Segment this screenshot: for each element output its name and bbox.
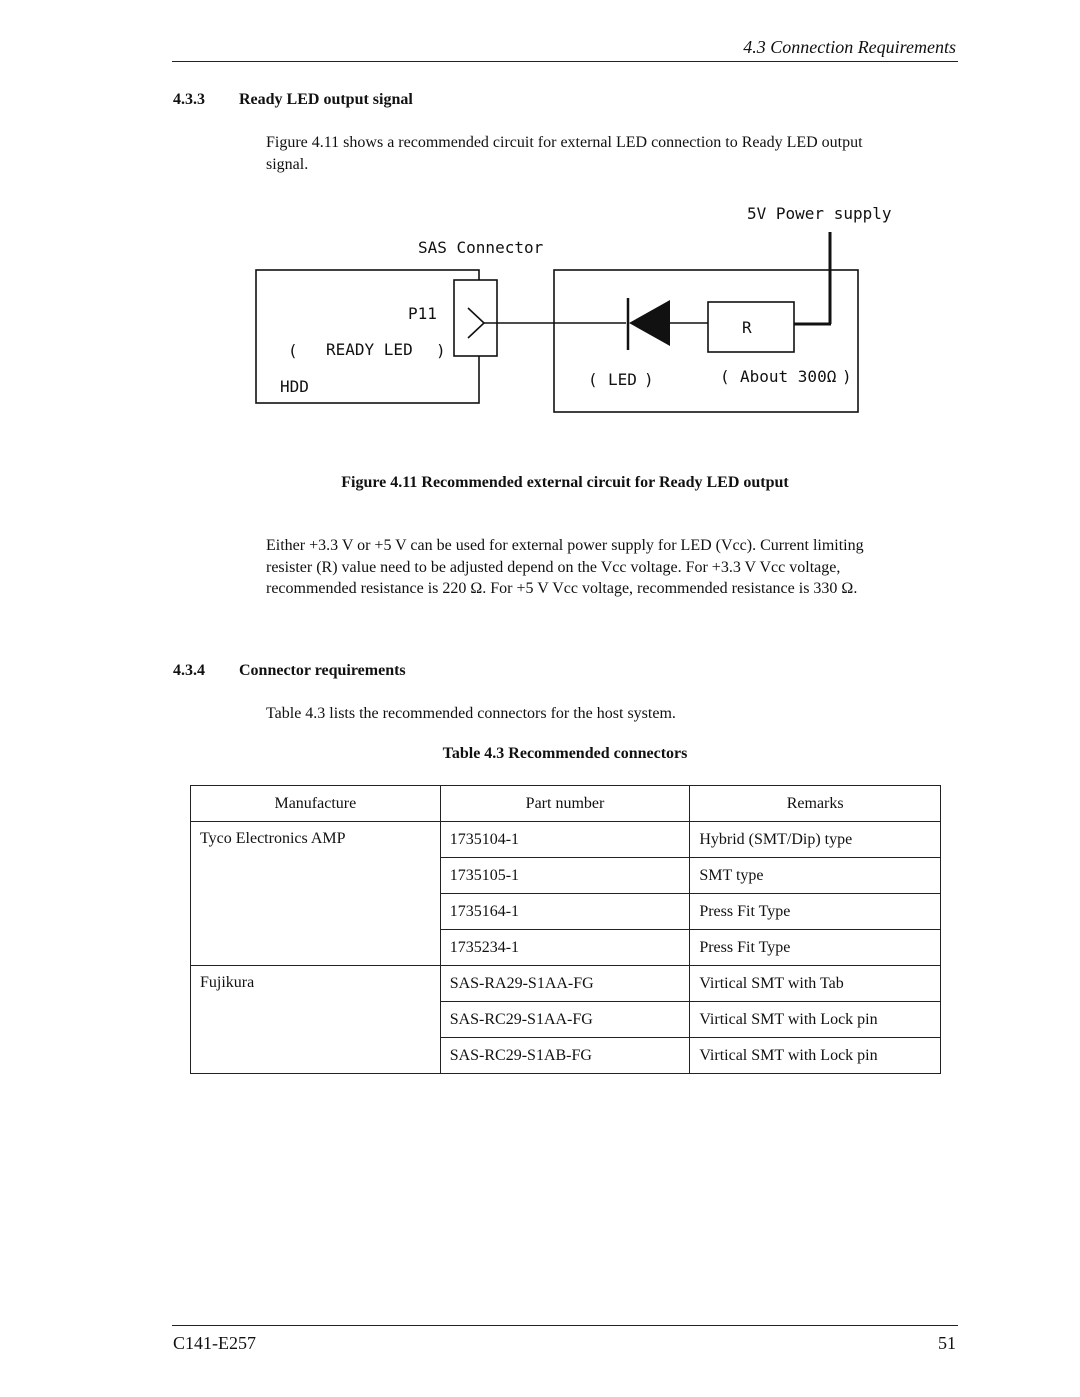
manufacturer-cell: Fujikura — [191, 966, 441, 1074]
led-circuit-diagram — [240, 196, 900, 436]
ready-led-open-paren: ( — [288, 341, 298, 360]
column-header: Manufacture — [191, 786, 441, 822]
table-row — [191, 822, 941, 858]
column-header: Remarks — [690, 786, 941, 822]
part-number-cell: 1735105-1 — [440, 858, 690, 894]
table-header-row — [191, 786, 941, 822]
section-number: 4.3.3 — [173, 91, 205, 108]
remarks-cell: Hybrid (SMT/Dip) type — [690, 822, 941, 858]
value-close-paren: ) — [842, 367, 852, 386]
remarks-cell: Press Fit Type — [690, 894, 941, 930]
part-number-cell: SAS-RA29-S1AA-FG — [440, 966, 690, 1002]
part-number-cell: SAS-RC29-S1AB-FG — [440, 1038, 690, 1074]
resistor-value-label: About 300Ω — [740, 367, 837, 386]
ready-led-close-paren: ) — [436, 341, 446, 360]
remarks-cell: SMT type — [690, 858, 941, 894]
intro-line: signal. — [266, 155, 309, 173]
section-heading-connector — [173, 662, 406, 680]
running-header: 4.3 Connection Requirements — [743, 37, 956, 57]
explanation-paragraph — [266, 535, 864, 600]
table-caption: Table 4.3 Recommended connectors — [442, 745, 688, 762]
remarks-cell: Virtical SMT with Lock pin — [690, 1002, 941, 1038]
part-number-cell: 1735234-1 — [440, 930, 690, 966]
footer-rule — [172, 1325, 958, 1326]
explanation-line: resister (R) value need to be adjusted depend on the Vcc voltage. For +3.3 V Vcc voltage, — [266, 558, 841, 576]
remarks-cell: Virtical SMT with Tab — [690, 966, 941, 1002]
part-number-cell: 1735104-1 — [440, 822, 690, 858]
connectors-table — [190, 785, 941, 1074]
led-diode-symbol — [629, 300, 670, 346]
header-rule — [172, 61, 958, 62]
connector-intro: Table 4.3 lists the recommended connectors for the host system. — [266, 705, 676, 722]
intro-paragraph — [266, 132, 863, 175]
part-number-cell: SAS-RC29-S1AA-FG — [440, 1002, 690, 1038]
page-number: 51 — [938, 1333, 956, 1353]
remarks-cell: Virtical SMT with Lock pin — [690, 1038, 941, 1074]
hdd-label: HDD — [280, 377, 309, 396]
section-number: 4.3.4 — [173, 662, 205, 679]
intro-line: Figure 4.11 shows a recommended circuit for external LED connection to Ready LED output — [266, 134, 863, 151]
led-open-paren: ( — [588, 370, 598, 389]
explanation-line: recommended resistance is 220 Ω. For +5 V Vcc voltage, recommended resistance is 330 Ω. — [266, 580, 858, 597]
section-title: Connector requirements — [239, 662, 406, 679]
resistor-label: R — [742, 318, 752, 337]
external-circuit-box — [554, 270, 858, 412]
power-supply-label: 5V Power supply — [747, 204, 892, 223]
document-code: C141-E257 — [173, 1333, 256, 1353]
section-title: Ready LED output signal — [239, 91, 413, 108]
manufacturer-cell: Tyco Electronics AMP — [191, 822, 441, 966]
remarks-cell: Press Fit Type — [690, 930, 941, 966]
ready-led-label: READY LED — [326, 340, 413, 359]
pin-label: P11 — [408, 304, 437, 323]
led-label: LED — [608, 370, 637, 389]
sas-connector-label: SAS Connector — [418, 238, 544, 257]
column-header: Part number — [440, 786, 690, 822]
table-row — [191, 966, 941, 1002]
figure-caption: Figure 4.11 Recommended external circuit for Ready LED output — [341, 474, 789, 491]
section-heading-ready-led — [173, 91, 413, 109]
value-open-paren: ( — [720, 367, 730, 386]
explanation-line: Either +3.3 V or +5 V can be used for external power supply for LED (Vcc). Current limiting — [266, 537, 864, 554]
sas-connector-pin — [454, 280, 497, 356]
led-close-paren: ) — [644, 370, 654, 389]
part-number-cell: 1735164-1 — [440, 894, 690, 930]
